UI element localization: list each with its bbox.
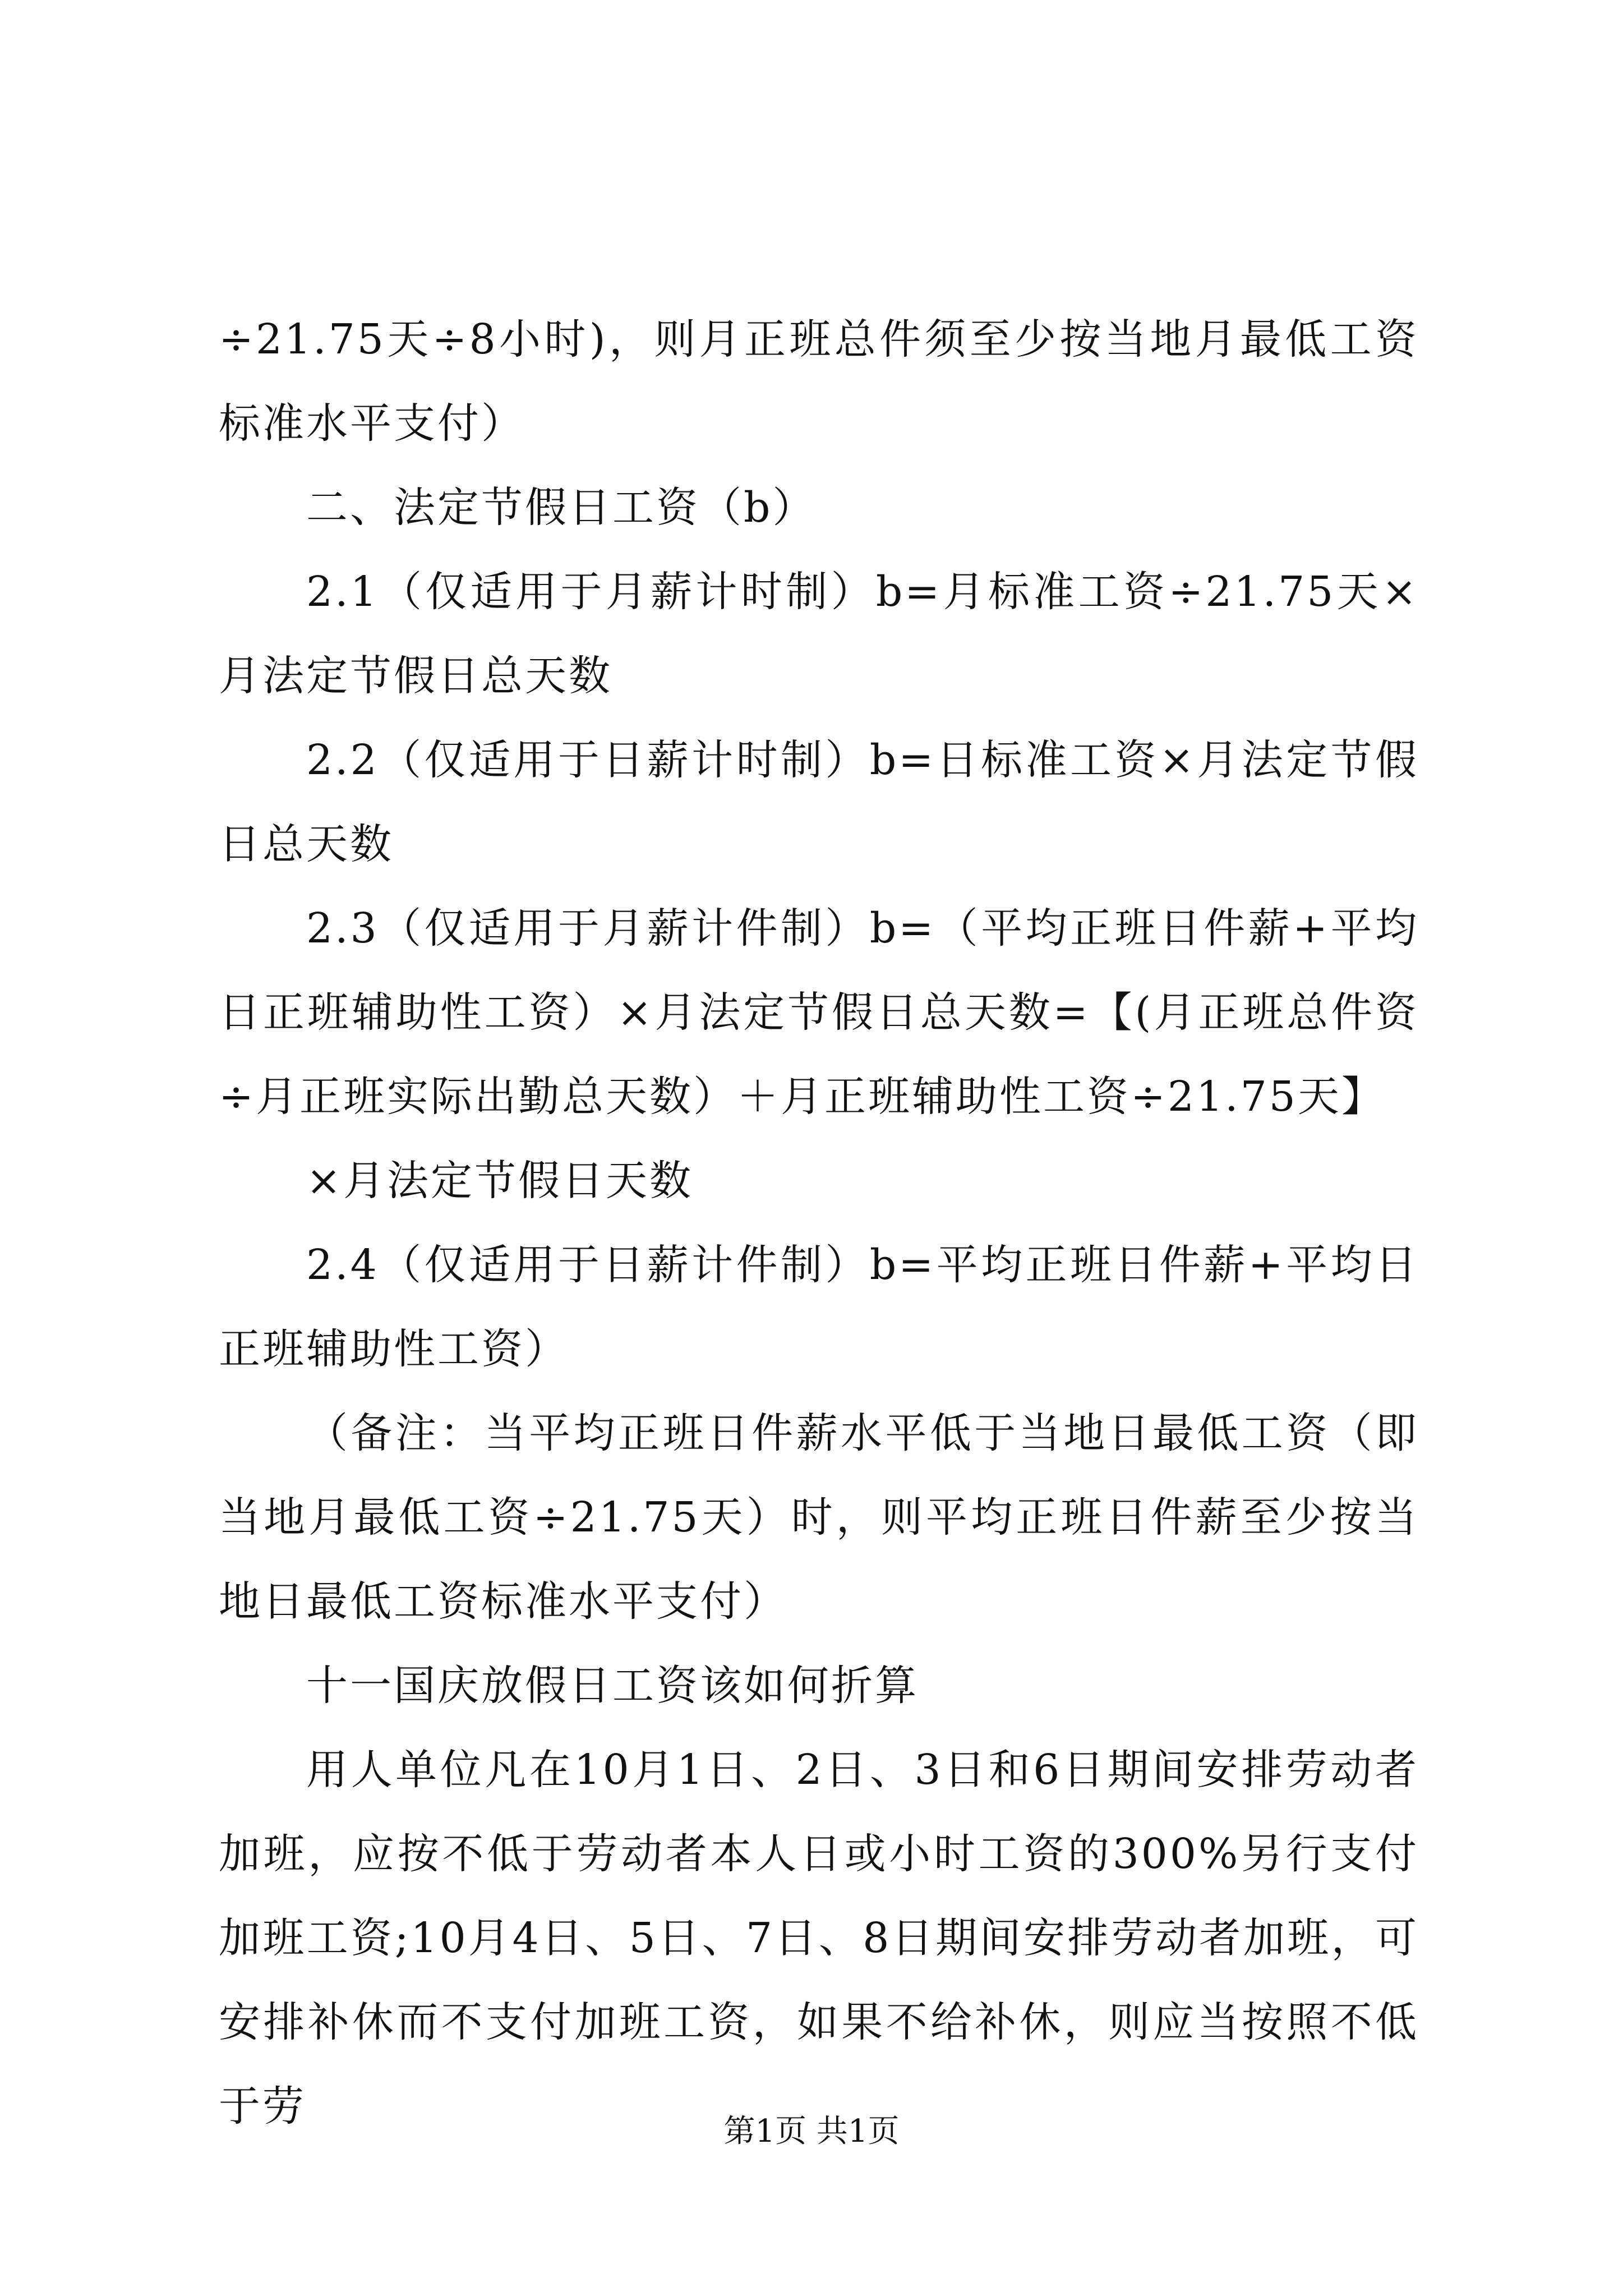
paragraph-remark: （备注：当平均正班日件薪水平低于当地日最低工资（即当地月最低工资÷21.75天）时，则平均正班日件薪至少按当地日最低工资标准水平支付） [219,1409,1419,1626]
paragraph-overtime: 用人单位凡在10月1日、2日、3日和6日期间安排劳动者加班，应按不低于劳动者本人日或小时工资的300%另行支付加班工资;10月4日、5日、7日、8日期间安排劳动者加班，可安排补休而不支付加班工资，如果不给补休，则应当按照不低于劳 [219,1746,1419,2131]
paragraph-2-2: 2.2（仅适用于日薪计时制）b=日标准工资×月法定节假日总天数 [219,736,1419,868]
paragraph-2-3-continued: ×月法定节假日天数 [306,1157,694,1205]
subtitle-heading: 十一国庆放假日工资该如何折算 [306,1662,919,1710]
document-body [219,297,1419,2148]
paragraph-2-1: 2.1（仅适用于月薪计时制）b=月标准工资÷21.75天×月法定节假日总天数 [219,568,1419,700]
paragraph-continuation: ÷21.75天÷8小时)，则月正班总件须至少按当地月最低工资标准水平支付） [219,315,1419,448]
section-heading: 二、法定节假日工资（b） [306,484,817,532]
page-number-footer: 第1页 共1页 [723,2113,900,2150]
paragraph-2-3: 2.3（仅适用于月薪计件制）b=（平均正班日件薪+平均日正班辅助性工资）×月法定节假日总天数=【(月正班总件资÷月正班实际出勤总天数）＋月正班辅助性工资÷21.75天】 [219,904,1419,1121]
paragraph-2-4: 2.4（仅适用于日薪计件制）b=平均正班日件薪+平均日正班辅助性工资） [219,1241,1419,1373]
